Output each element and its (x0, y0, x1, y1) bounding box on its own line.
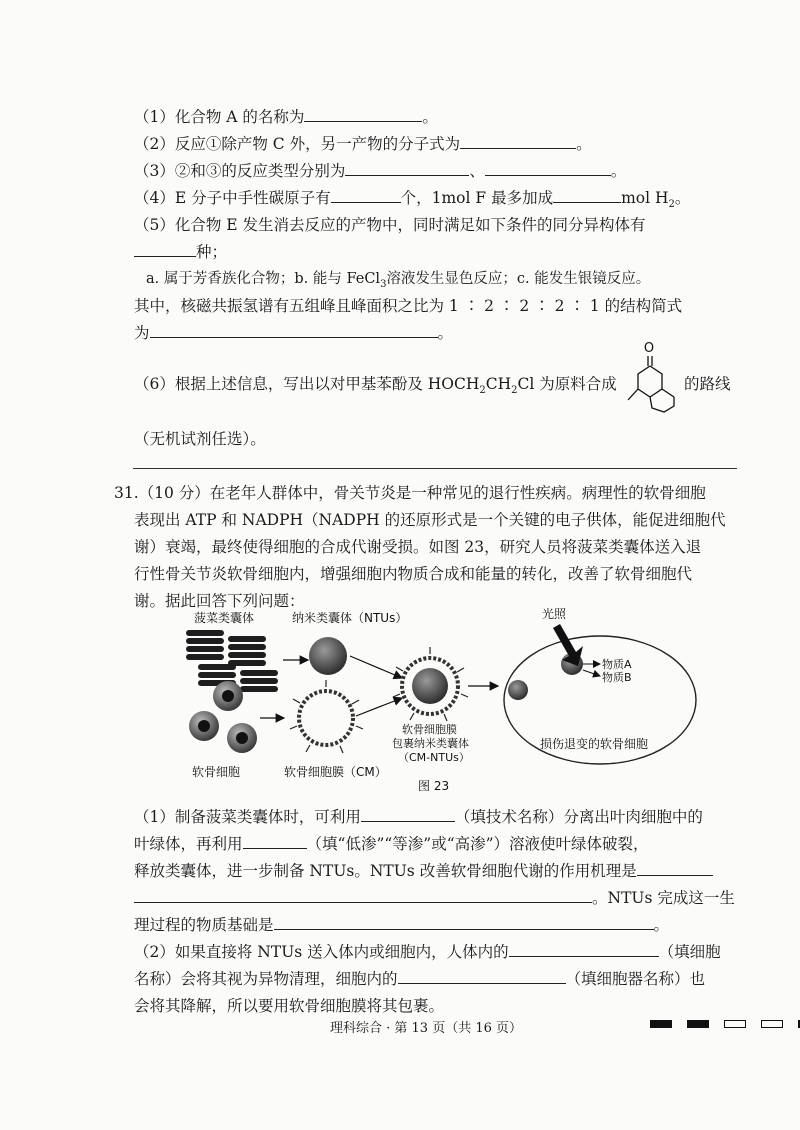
q31-intro-line-4: 行性骨关节炎软骨细胞内，增强细胞内物质合成和能量的转化，改善了软骨细胞代 (134, 565, 693, 583)
answer-blank[interactable] (304, 107, 422, 122)
label-cm-ntus-1: 软骨细胞膜 (402, 723, 457, 736)
label-cm: 软骨细胞膜（CM） (284, 765, 387, 779)
answer-blank[interactable] (331, 188, 401, 203)
answer-blank[interactable] (274, 915, 654, 930)
answer-blank[interactable] (398, 969, 566, 984)
arrow-to-b (583, 670, 600, 676)
arrow-4 (356, 698, 402, 716)
q30-part5-conditions: a. 属于芳香族化合物；b. 能与 FeCl$_3$溶液发生显色反应；c. 能发生银镜反应。 (146, 271, 651, 290)
q30-part6-end: （无机试剂任选）。 (134, 430, 266, 448)
answer-blank[interactable] (150, 323, 438, 338)
q30-part2: （2）反应①除产物 C 外，另一产物的分子式为 。 (134, 135, 592, 153)
label-damaged-cell: 损伤退变的软骨细胞 (540, 737, 649, 751)
arrow-2 (350, 656, 402, 678)
question-divider (133, 468, 737, 469)
answer-blank[interactable] (460, 134, 576, 149)
label-substance-a: 物质A (602, 658, 632, 671)
molecule-bonds (628, 356, 674, 412)
q30-part5-answer: 为 。 (134, 324, 454, 342)
q30-part5-count: 种； (134, 240, 227, 262)
figure-23 (180, 608, 740, 808)
q31-s1-line-5: 理过程的物质基础是 。 (134, 916, 670, 934)
q30-part6: （6）根据上述信息，写出以对甲基苯酚及 $HOCH_2CH_2Cl$ 为原料合成 (134, 375, 617, 397)
answer-blank[interactable] (509, 942, 659, 957)
cm-ntus-core (412, 668, 448, 704)
answer-blank[interactable] (637, 861, 713, 876)
registration-marks (640, 1014, 800, 1032)
label-light: 光照 (542, 608, 567, 621)
q30-part1: （1）化合物 A 的名称为 。 (134, 108, 438, 126)
q31-s1-line-3: 释放类囊体，进一步制备 NTUs。NTUs 改善软骨细胞代谢的作用机理是 (134, 859, 713, 881)
q31-s2-line-2: 名称）会将其视为异物清理，细胞内的 （填细胞器名称）也 (134, 970, 706, 988)
label-cm-ntus-3: （CM-NTUs） (398, 751, 470, 764)
label-substance-b: 物质B (602, 671, 632, 684)
damaged-cell-particle-1 (508, 680, 528, 700)
label-chondrocytes: 软骨细胞 (192, 765, 241, 779)
target-molecule-structure (614, 336, 688, 420)
answer-blank[interactable] (243, 834, 307, 849)
q31-s2-line-3: 会将其降解，所以要用软骨细胞膜将其包裹。 (134, 997, 445, 1015)
q31-intro-line-5: 谢。据此回答下列问题： (134, 592, 305, 610)
answer-blank[interactable] (134, 242, 196, 257)
light-arrow (553, 624, 583, 666)
q31-s2-line-1: （2）如果直接将 NTUs 送入体内或细胞内，人体内的 （填细胞 (134, 943, 721, 961)
cm-vesicle (299, 691, 353, 745)
figure-caption: 图 23 (418, 779, 450, 793)
q30-part6-tail: 的路线 (684, 375, 731, 393)
label-cm-ntus-2: 包裹纳米类囊体 (392, 737, 469, 750)
q30-part5: （5）化合物 E 发生消去反应的产物中，同时满足如下条件的同分异构体有 (134, 216, 646, 234)
q31-intro-line-3: 谢）衰竭，最终使得细胞的合成代谢受损。如图 23，研究人员将菠菜类囊体送入退 (134, 538, 702, 556)
registration-mark (687, 1020, 709, 1028)
carbonyl-oxygen-label: O (643, 341, 655, 356)
answer-blank[interactable] (345, 161, 469, 176)
q30-part5-nmr: 其中，核磁共振氢谱有五组峰且峰面积之比为 1 ∶ 2 ∶ 2 ∶ 2 ∶ 1 的结构简式 (134, 297, 683, 315)
q31-intro-line-1: 31.（10 分）在老年人群体中，骨关节炎是一种常见的退行性疾病。病理性的软骨细胞 (114, 484, 706, 502)
q30-part4: （4）E 分子中手性碳原子有 个，1mol F 最多加成 mol $H_2$。 (134, 189, 691, 211)
ntus-particle (309, 637, 347, 675)
q31-s1-line-4: 。NTUs 完成这一生 (134, 886, 735, 908)
registration-mark (761, 1020, 783, 1028)
answer-blank[interactable] (553, 188, 621, 203)
label-ntus: 纳米类囊体（NTUs） (292, 611, 408, 625)
answer-blank[interactable] (361, 807, 455, 822)
answer-blank[interactable] (134, 888, 592, 903)
registration-mark (724, 1020, 746, 1028)
registration-mark (650, 1020, 672, 1028)
q31-s1-line-1: （1）制备菠菜类囊体时，可利用 （填技术名称）分离出叶肉细胞中的 (134, 808, 703, 826)
q30-part3: （3）②和③的反应类型分别为 、 。 (134, 162, 627, 180)
page-footer: 理科综合 · 第 13 页（共 16 页） (330, 1021, 523, 1036)
label-spinach-thylakoid: 菠菜类囊体 (194, 611, 255, 625)
q31-intro-line-2: 表现出 ATP 和 NADPH（NADPH 的还原形式是一个关键的电子供体，能促进细胞代 (134, 511, 726, 529)
answer-blank[interactable] (485, 161, 611, 176)
q31-s1-line-2: 叶绿体，再利用 （填“低渗”“等渗”或“高渗”）溶液使叶绿体破裂， (134, 835, 649, 853)
